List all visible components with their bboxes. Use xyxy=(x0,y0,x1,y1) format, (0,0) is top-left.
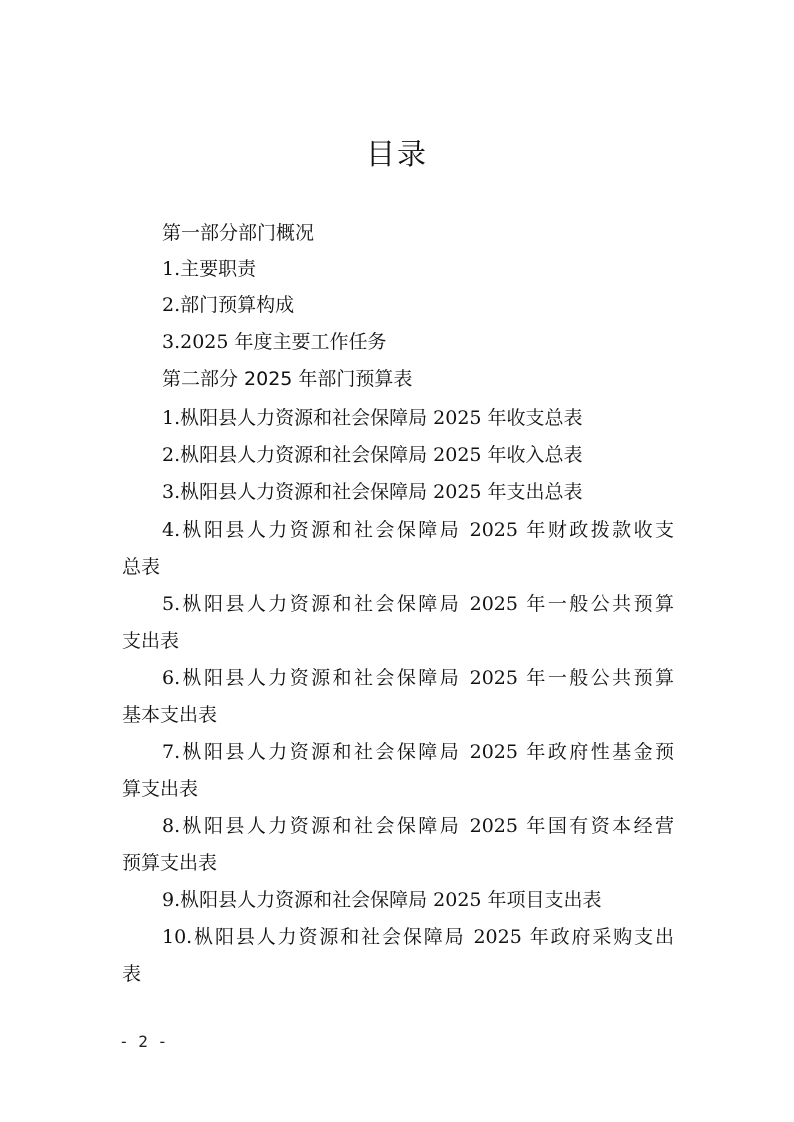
toc-item: 2.枞阳县人力资源和社会保障局 2025 年收入总表 xyxy=(162,444,583,466)
toc-item: 4.枞阳县人力资源和社会保障局 2025 年财政拨款收支 xyxy=(162,519,674,541)
part2-heading: 第二部分 2025 年部门预算表 xyxy=(162,368,413,390)
toc-item: 6.枞阳县人力资源和社会保障局 2025 年一般公共预算 xyxy=(162,667,674,689)
part1-heading: 第一部分部门概况 xyxy=(162,222,315,244)
page-number: - 2 - xyxy=(119,1032,168,1051)
toc-item: 9.枞阳县人力资源和社会保障局 2025 年项目支出表 xyxy=(162,889,602,911)
toc-item: 2.部门预算构成 xyxy=(162,294,295,316)
toc-item: 1.枞阳县人力资源和社会保障局 2025 年收支总表 xyxy=(162,407,583,429)
toc-item: 5.枞阳县人力资源和社会保障局 2025 年一般公共预算 xyxy=(162,593,674,615)
page-title: 目录 xyxy=(365,137,428,171)
toc-item-continuation: 总表 xyxy=(122,556,161,578)
toc-item-continuation: 基本支出表 xyxy=(122,704,218,726)
toc-item: 3.枞阳县人力资源和社会保障局 2025 年支出总表 xyxy=(162,481,583,503)
toc-item: 7.枞阳县人力资源和社会保障局 2025 年政府性基金预 xyxy=(162,741,674,763)
toc-item-continuation: 支出表 xyxy=(122,630,180,652)
toc-item: 8.枞阳县人力资源和社会保障局 2025 年国有资本经营 xyxy=(162,815,674,837)
toc-item: 1.主要职责 xyxy=(162,258,257,280)
toc-item-continuation: 表 xyxy=(122,963,142,985)
toc-item-continuation: 预算支出表 xyxy=(122,852,218,874)
toc-item: 10.枞阳县人力资源和社会保障局 2025 年政府采购支出 xyxy=(162,926,674,948)
toc-item: 3.2025 年度主要工作任务 xyxy=(162,331,387,353)
toc-item-continuation: 算支出表 xyxy=(122,778,199,800)
